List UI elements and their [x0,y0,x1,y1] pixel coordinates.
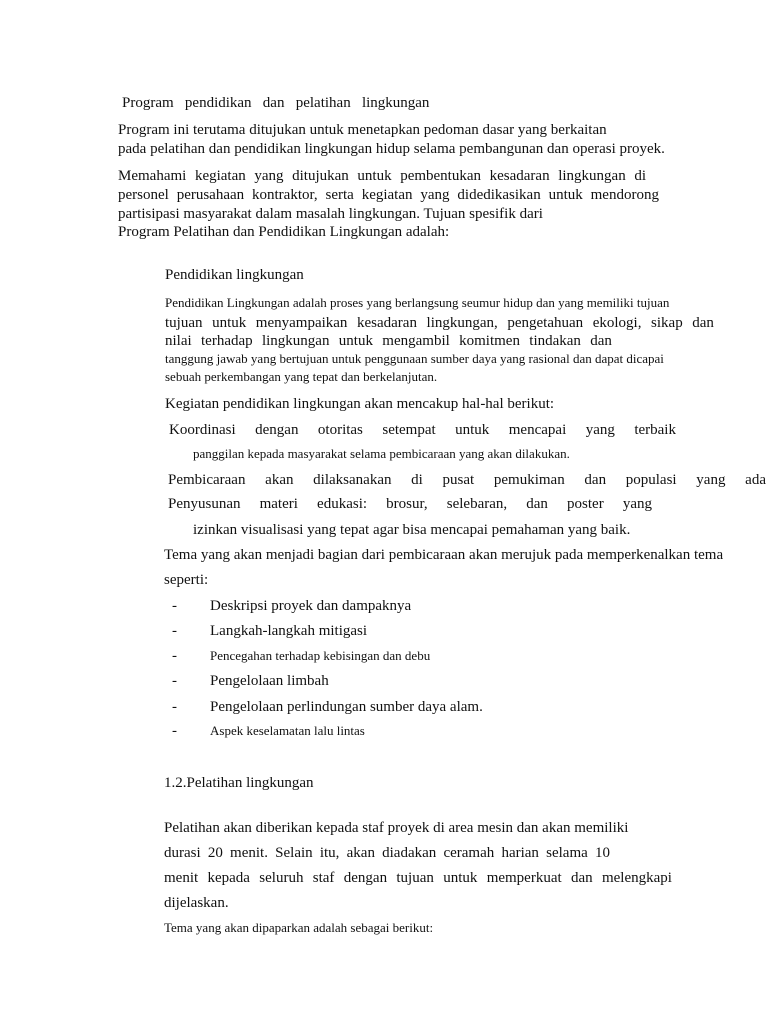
section1-line-1: Pendidikan Lingkungan adalah proses yang berlangsung seumur hidup dan yang memiliki tujuan [165,295,670,310]
word: durasi [164,845,201,861]
word: staf [312,870,335,886]
dash-bullet: - [172,623,177,639]
activity-3-cont: izinkan visualisasi yang tepat agar bisa mencapai pemahaman yang baik. [193,522,631,538]
dash-bullet: - [172,648,177,664]
word: ada [745,472,766,488]
word: pembentukan [400,168,482,184]
word: dan [590,333,612,349]
word: yang [622,496,652,512]
theme-item: Deskripsi proyek dan dampaknya [210,598,412,614]
word: untuk [357,168,392,184]
word: dan [692,315,714,331]
dash-bullet: - [172,723,177,739]
word: untuk [338,333,373,349]
theme-item: Pencegahan terhadap kebisingan dan debu [210,648,431,663]
word: kontraktor, [252,187,318,203]
word: Penyusunan [168,496,241,512]
word: harian [501,845,539,861]
word: memperkuat [486,870,562,886]
word: menyampaikan [255,315,348,331]
word: dengan [343,870,388,886]
word: poster [567,496,604,512]
theme-item: Aspek keselamatan lalu lintas [210,723,365,738]
word: lingkungan [558,168,626,184]
section1-heading: Pendidikan lingkungan [165,267,304,283]
word: untuk [212,315,247,331]
activity-1 [169,420,676,440]
activity-2 [168,470,766,490]
word: setempat [382,422,436,438]
word: edukasi: [317,496,368,512]
dash-bullet: - [172,598,177,614]
theme-item: Langkah-langkah mitigasi [210,623,368,639]
intro-line-1: Program ini terutama ditujukan untuk menetapkan pedoman dasar yang berkaitan [118,122,607,138]
word: ekologi, [592,315,642,331]
section2-line-2 [164,843,610,863]
word: yang [254,168,284,184]
word: di [411,472,423,488]
word: dan [584,472,607,488]
word: ditujukan [292,168,349,184]
word: kesadaran [489,168,550,184]
section2-line-4: dijelaskan. [164,895,229,911]
word: otoritas [317,422,363,438]
page-title: Program pendidikan dan pelatihan lingkungan [122,95,430,111]
word: lingkungan, [426,315,498,331]
word: 10 [594,845,610,861]
word: ceramah [443,845,495,861]
section1-line-2 [165,313,714,333]
section2-line-1: Pelatihan akan diberikan kepada staf proyek di area mesin dan akan memiliki [164,820,629,836]
para2-line-2 [118,185,659,205]
word: lingkungan [261,333,330,349]
word: personel [118,187,169,203]
section2-heading: 1.2.Pelatihan lingkungan [164,775,314,791]
word: dengan [255,422,299,438]
dash-bullet: - [172,673,177,689]
word: Koordinasi [169,422,236,438]
theme-item: Pengelolaan limbah [210,673,329,689]
word: dilaksanakan [313,472,392,488]
word: itu, [319,845,340,861]
word: menit [164,870,199,886]
themes-intro-1: Tema yang akan menjadi bagian dari pembicaraan akan merujuk pada memperkenalkan tema [164,547,724,563]
word: mengambil [382,333,450,349]
dash-bullet: - [172,699,177,715]
word: Pembicaraan [168,472,246,488]
word: 20 [207,845,223,861]
word: yang [585,422,615,438]
word: akan [346,845,375,861]
word: selama [546,845,588,861]
activity-1-cont: panggilan kepada masyarakat selama pembicaraan yang akan dilakukan. [193,446,570,461]
word: mencapai [508,422,567,438]
word: tujuan [396,870,434,886]
word: terhadap [201,333,253,349]
activity-3 [168,494,652,514]
word: melengkapi [601,870,672,886]
word: menit. [230,845,268,861]
section2-line-5: Tema yang akan dipaparkan adalah sebagai berikut: [164,920,434,935]
section1-line-3 [165,331,612,351]
word: kegiatan [194,168,246,184]
themes-intro-2: seperti: [164,572,209,588]
section2-line-3 [164,868,672,888]
word: kepada [207,870,250,886]
word: Selain [275,845,313,861]
theme-item: Pengelolaan perlindungan sumber daya alam. [210,699,483,715]
word: untuk [443,870,478,886]
word: populasi [625,472,677,488]
word: selebaran, [446,496,508,512]
para2-line-4: Program Pelatihan dan Pendidikan Lingkungan adalah: [118,224,450,240]
para2-line-3: partisipasi masyarakat dalam masalah lingkungan. Tujuan spesifik dari [118,206,543,222]
intro-line-2: pada pelatihan dan pendidikan lingkungan hidup selama pembangunan dan operasi proyek. [118,141,665,157]
word: kegiatan [361,187,413,203]
word: akan [265,472,294,488]
word: dan [570,870,593,886]
word: untuk [455,422,490,438]
word: pemukiman [493,472,565,488]
word: nilai [165,333,192,349]
word: yang [420,187,450,203]
word: yang [696,472,726,488]
word: kesadaran [357,315,417,331]
word: perusahaan [176,187,245,203]
section1-line-4: tanggung jawab yang bertujuan untuk penggunaan sumber daya yang rasional dan dapat dicapai [165,351,664,366]
word: materi [259,496,298,512]
word: brosur, [386,496,428,512]
word: komitmen [459,333,520,349]
word: seluruh [259,870,304,886]
word: terbaik [634,422,676,438]
word: tindakan [529,333,581,349]
word: diadakan [382,845,437,861]
section1-line-5: sebuah perkembangan yang tepat dan berkelanjutan. [165,369,438,384]
word: pusat [442,472,475,488]
word: sikap [651,315,683,331]
activities-intro: Kegiatan pendidikan lingkungan akan mencakup hal-hal berikut: [165,396,555,412]
word: serta [325,187,354,203]
word: pengetahuan [507,315,584,331]
para2-line-1 [118,166,646,186]
word: didedikasikan [457,187,541,203]
word: mendorong [590,187,659,203]
word: Memahami [118,168,187,184]
word: tujuan [165,315,203,331]
word: di [634,168,646,184]
word: untuk [548,187,583,203]
word: dan [526,496,548,512]
